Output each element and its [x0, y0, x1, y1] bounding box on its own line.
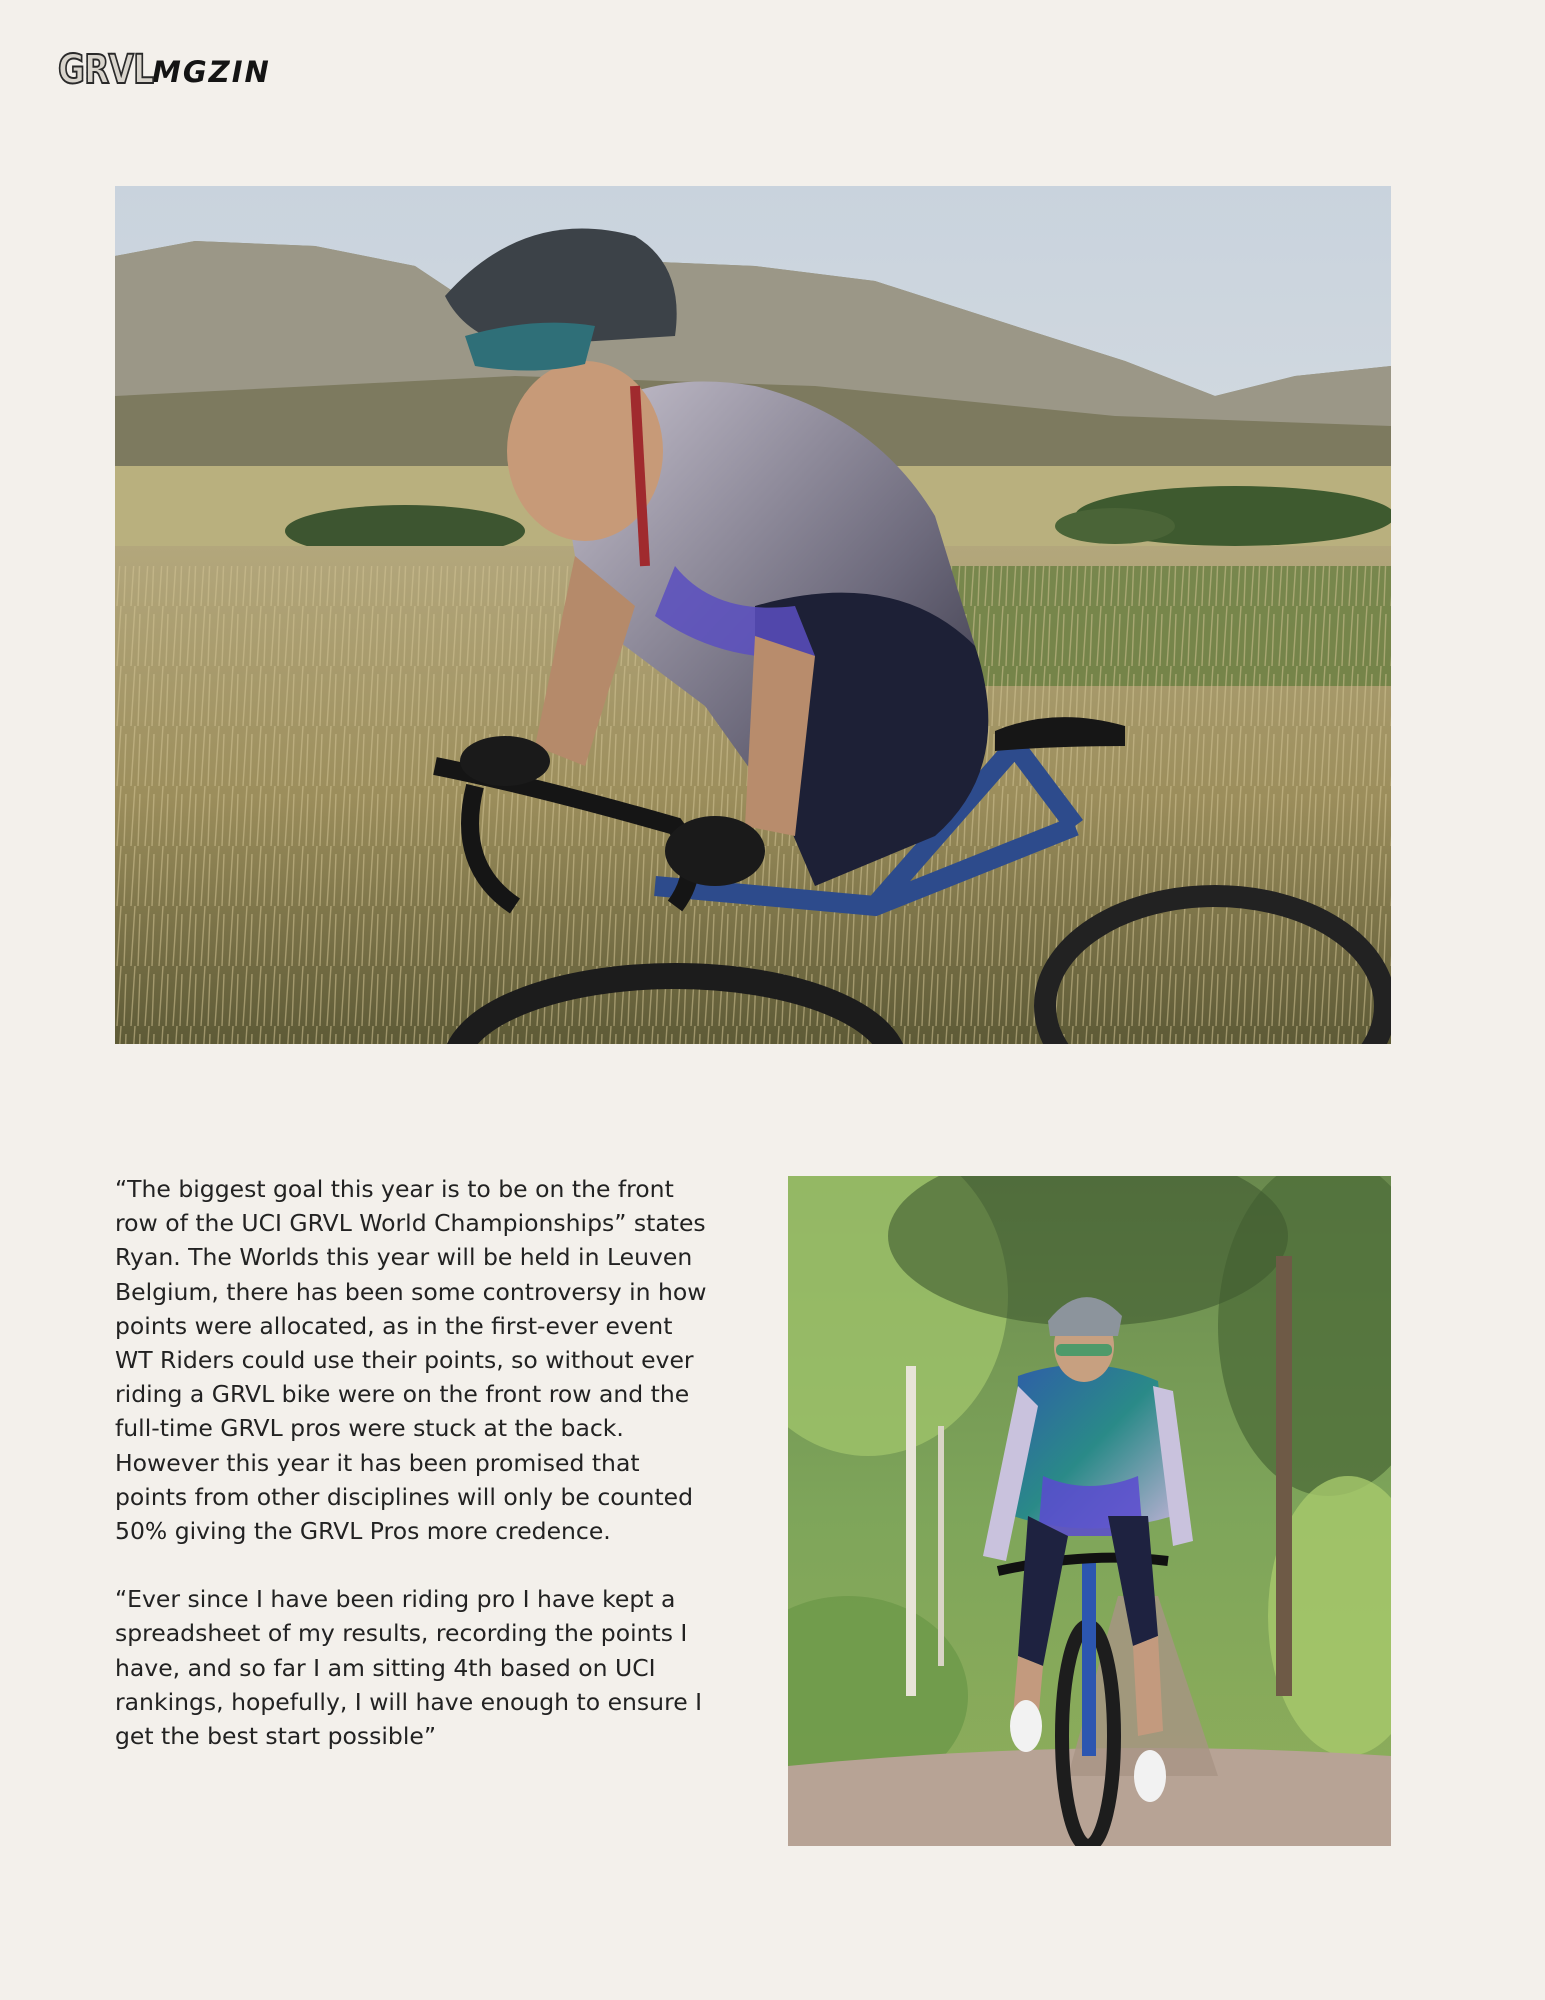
- article-paragraph-1: “The biggest goal this year is to be on the front row of the UCI GRVL World Championships” states Ryan. The Worlds this year will be held in Leuven Belgium, there has been some controversy in how points were allocated, as in the first-ever event WT Riders could use their points, so without ever riding a GRVL bike were on the front row and the full-time GRVL pros were stuck at the back. However this year it has been promised that points from other disciplines will only be counted 50% giving the GRVL Pros more credence.: [115, 1175, 707, 1546]
- magazine-logo[interactable]: [58, 44, 271, 93]
- hero-photo: [115, 186, 1391, 1044]
- logo-wordmark: MGZIN: [152, 55, 271, 89]
- logo-mark: GRVL: [58, 47, 154, 93]
- side-photo: [788, 1176, 1391, 1846]
- cyclist-forest-image: [788, 1176, 1391, 1846]
- article-body: [115, 1172, 715, 1787]
- article-paragraph-2: “Ever since I have been riding pro I have kept a spreadsheet of my results, recording the points I have, and so far I am sitting 4th based on UCI rankings, hopefully, I will have enough to ensure I get the best start possible”: [115, 1585, 703, 1751]
- cyclist-moorland-image: [115, 186, 1391, 1044]
